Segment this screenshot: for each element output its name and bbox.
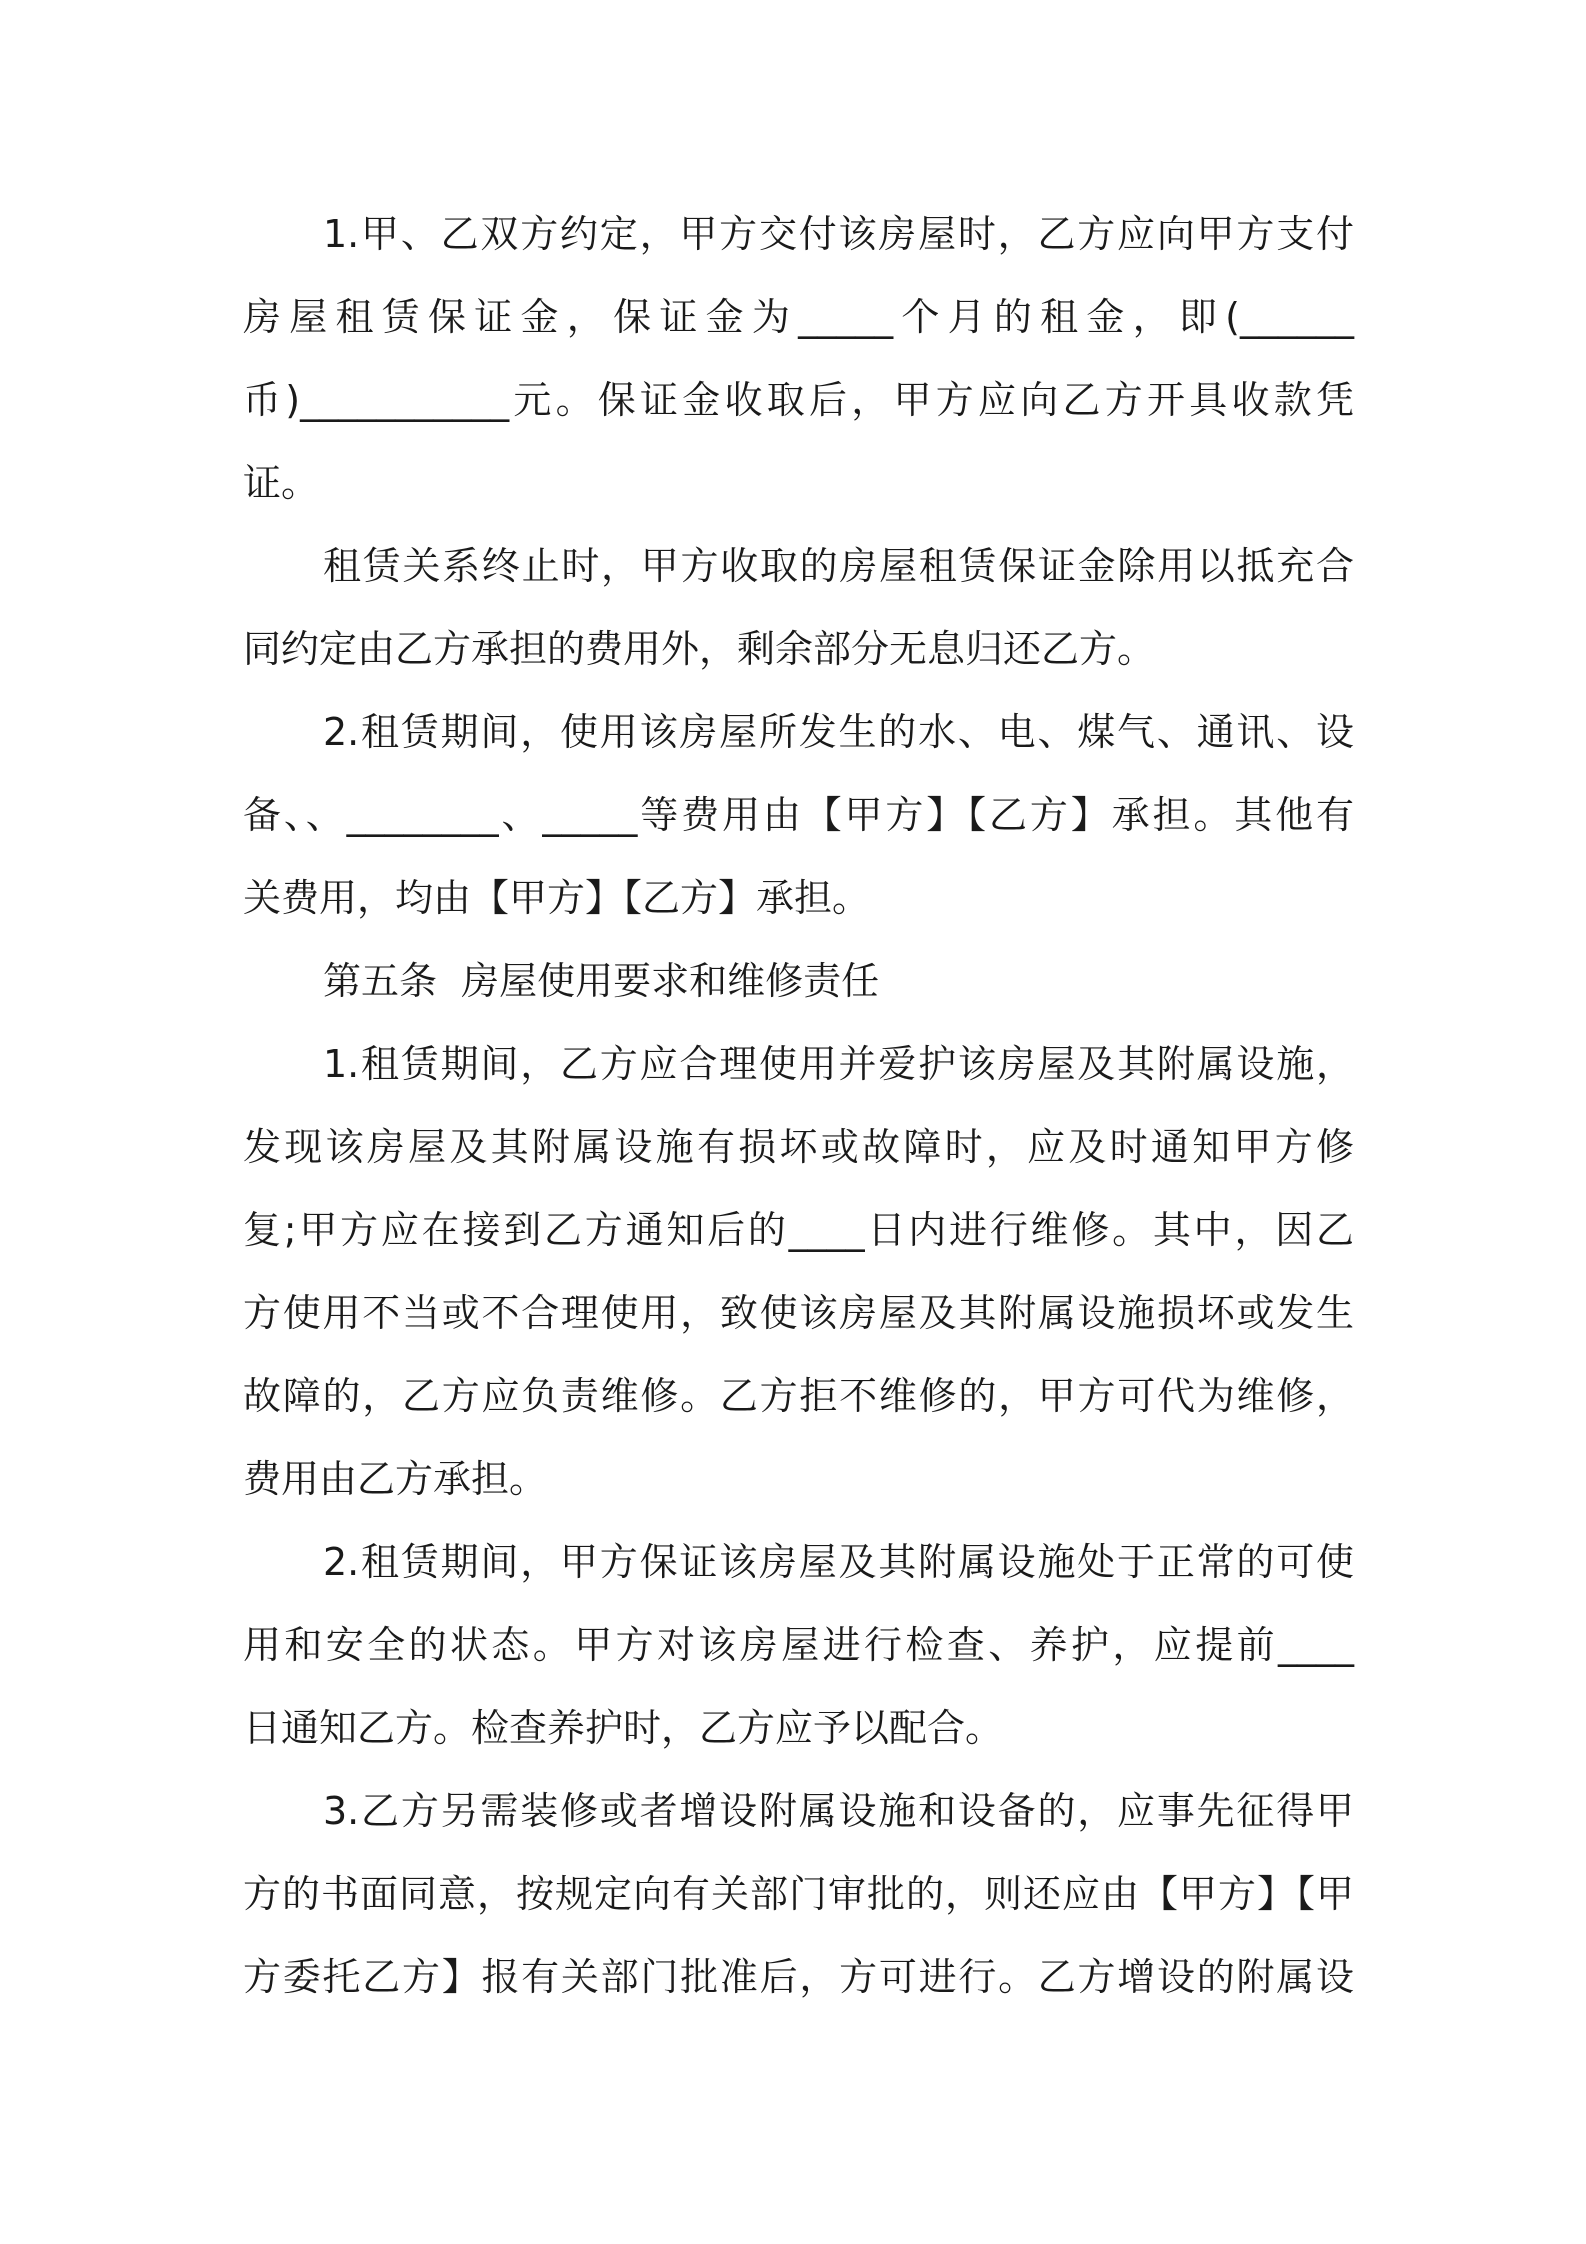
paragraph-renovation-line-2: 方的书面同意，按规定向有关部门审批的，则还应由【甲方】【甲 [243, 1872, 1354, 1916]
paragraph-repair-line-5: 故障的，乙方应负责维修。乙方拒不维修的，甲方可代为维修， [243, 1374, 1354, 1418]
paragraph-expenses-line-1: 2.租赁期间，使用该房屋所发生的水、电、煤气、通讯、设 [323, 710, 1354, 754]
paragraph-termination-line-1: 租赁关系终止时，甲方收取的房屋租赁保证金除用以抵充合 [323, 544, 1354, 588]
paragraph-expenses-line-3: 关费用，均由【甲方】【乙方】承担。 [243, 876, 871, 920]
paragraph-deposit-line-1: 1.甲、乙双方约定，甲方交付该房屋时，乙方应向甲方支付 [323, 212, 1354, 256]
paragraph-deposit-line-4: 证。 [243, 461, 320, 505]
contract-text [243, 193, 1354, 2019]
paragraph-repair-line-4: 方使用不当或不合理使用，致使该房屋及其附属设施损坏或发生 [243, 1291, 1354, 1335]
paragraph-inspection-line-2: 用和安全的状态。甲方对该房屋进行检查、养护，应提前____ [243, 1623, 1354, 1667]
paragraph-renovation-line-1: 3.乙方另需装修或者增设附属设施和设备的，应事先征得甲 [323, 1789, 1354, 1833]
paragraph-expenses-line-2: 备、、________、_____等费用由【甲方】【乙方】承担。其他有 [243, 793, 1354, 837]
paragraph-repair-line-3: 复;甲方应在接到乙方通知后的____日内进行维修。其中，因乙 [243, 1208, 1354, 1252]
paragraph-repair-line-2: 发现该房屋及其附属设施有损坏或故障时，应及时通知甲方修 [243, 1125, 1354, 1169]
paragraph-termination-line-2: 同约定由乙方承担的费用外，剩余部分无息归还乙方。 [243, 627, 1156, 671]
paragraph-deposit-line-2: 房屋租赁保证金，保证金为_____个月的租金，即(______ [243, 295, 1354, 339]
paragraph-repair-line-1: 1.租赁期间，乙方应合理使用并爱护该房屋及其附属设施， [323, 1042, 1354, 1086]
paragraph-renovation-line-3: 方委托乙方】报有关部门批准后，方可进行。乙方增设的附属设 [243, 1955, 1354, 1999]
paragraph-inspection-line-1: 2.租赁期间，甲方保证该房屋及其附属设施处于正常的可使 [323, 1540, 1354, 1584]
paragraph-inspection-line-3: 日通知乙方。检查养护时，乙方应予以配合。 [243, 1706, 1004, 1750]
paragraph-repair-line-6: 费用由乙方承担。 [243, 1457, 548, 1501]
section-heading-article-five: 第五条 房屋使用要求和维修责任 [323, 959, 880, 1003]
paragraph-deposit-line-3: 币)___________元。保证金收取后，甲方应向乙方开具收款凭 [243, 378, 1354, 422]
